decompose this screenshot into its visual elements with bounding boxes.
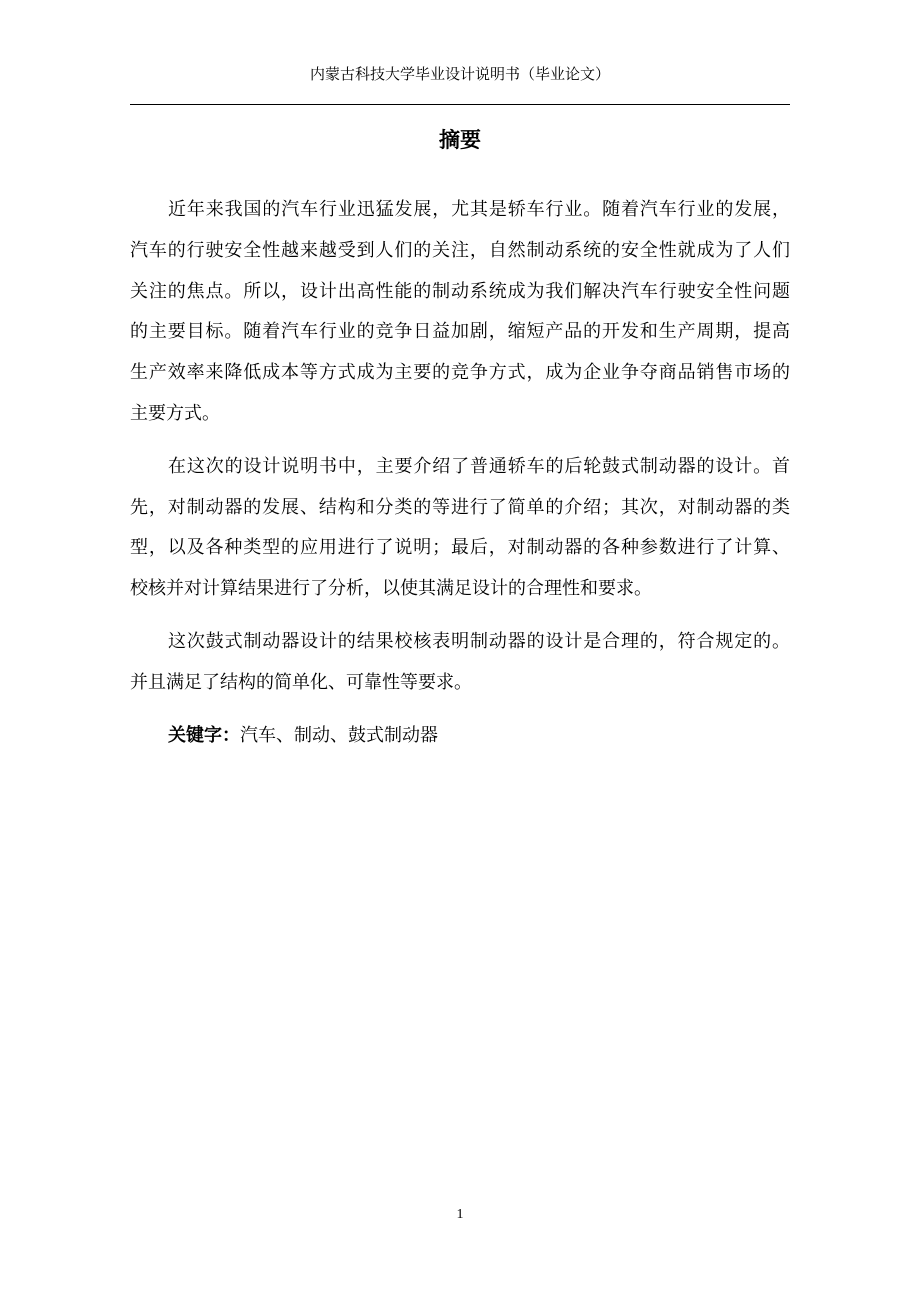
keywords-label: 关键字： [168, 724, 240, 745]
paragraph-line: 关注的焦点。所以，设计出高性能的制动系统成为我们解决汽车行驶安全性问题 [130, 280, 790, 301]
header-rule [130, 104, 790, 105]
paragraph-line: 主要方式。 [130, 402, 220, 423]
abstract-title: 摘要 [439, 128, 481, 152]
paragraph-line: 并且满足了结构的简单化、可靠性等要求。 [130, 671, 472, 692]
page-number: 1 [456, 1207, 464, 1222]
paragraph-line: 汽车的行驶安全性越来越受到人们的关注，自然制动系统的安全性就成为了人们 [130, 239, 790, 260]
abstract-body [130, 189, 790, 755]
keywords-line [130, 715, 790, 756]
abstract-paragraph [130, 446, 790, 609]
paragraph-line: 在这次的设计说明书中，主要介绍了普通轿车的后轮鼓式制动器的设计。首 [168, 455, 790, 476]
paragraph-line: 型，以及各种类型的应用进行了说明；最后，对制动器的各种参数进行了计算、 [130, 537, 790, 558]
paragraph-line: 的主要目标。随着汽车行业的竞争日益加剧，缩短产品的开发和生产周期，提高 [130, 321, 790, 342]
paragraph-line: 这次鼓式制动器设计的结果校核表明制动器的设计是合理的，符合规定的。 [168, 630, 790, 651]
keywords-value: 汽车、制动、鼓式制动器 [240, 724, 438, 745]
paragraph-line: 近年来我国的汽车行业迅猛发展，尤其是轿车行业。随着汽车行业的发展， [168, 199, 790, 219]
abstract-paragraph [130, 621, 790, 703]
page-header: 内蒙古科技大学毕业设计说明书（毕业论文） [309, 67, 610, 83]
paragraph-line: 生产效率来降低成本等方式成为主要的竞争方式，成为企业争夺商品销售市场的 [130, 362, 790, 383]
paragraph-line: 先，对制动器的发展、结构和分类的等进行了简单的介绍；其次，对制动器的类 [130, 496, 790, 517]
abstract-paragraph [130, 189, 790, 434]
paragraph-line: 校核并对计算结果进行了分析，以使其满足设计的合理性和要求。 [130, 578, 652, 599]
